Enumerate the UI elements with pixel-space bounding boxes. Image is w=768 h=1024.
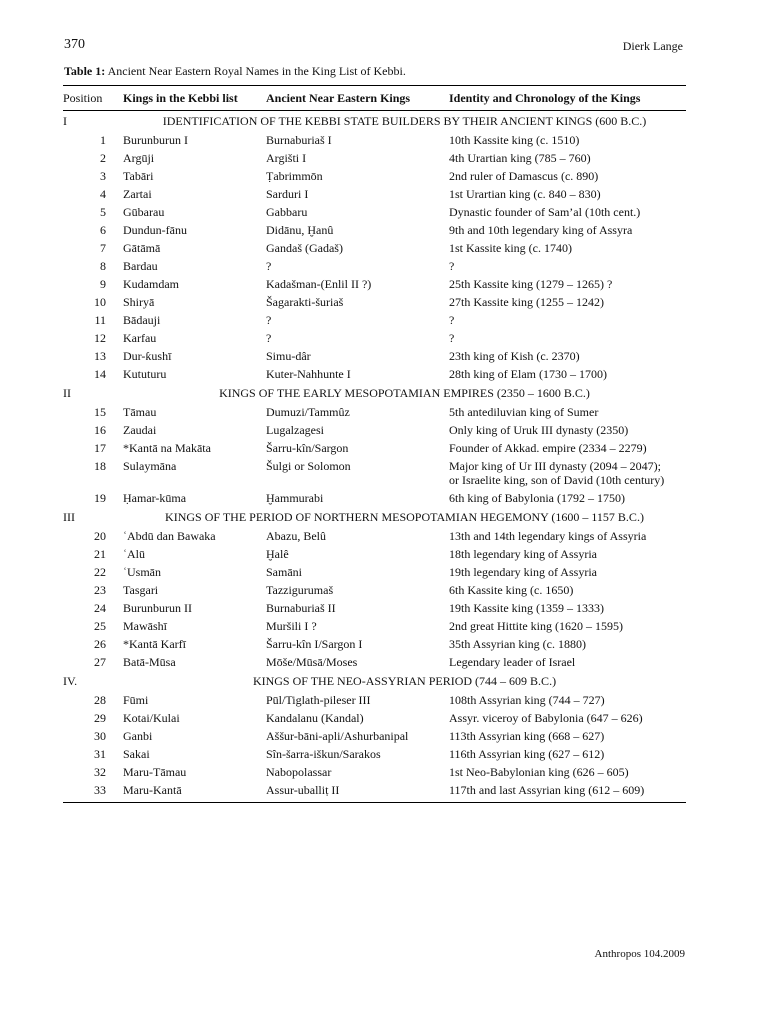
section-numeral: IV. xyxy=(63,674,78,688)
identity-chronology: 10th Kassite king (c. 1510) xyxy=(449,133,580,147)
table-body xyxy=(63,111,686,803)
ane-king-name: Šagarakti-šuriaš xyxy=(266,295,344,309)
section-heading-row xyxy=(63,111,686,132)
position-number: 10 xyxy=(94,295,106,309)
ane-king-name: Ṭabrimmōn xyxy=(266,169,323,183)
identity-chronology: ? xyxy=(449,331,455,345)
kebbi-king-name: Maru-Tāmau xyxy=(123,765,187,779)
ane-king-name: Ḫammurabi xyxy=(266,491,324,505)
kebbi-king-name: Kotai/Kulai xyxy=(123,711,180,725)
identity-chronology: 2nd ruler of Damascus (c. 890) xyxy=(449,169,599,183)
kebbi-king-name: Gātāmā xyxy=(123,241,161,255)
position-number: 3 xyxy=(100,169,106,183)
table-row xyxy=(63,727,686,745)
position-number: 16 xyxy=(94,423,106,437)
section-numeral: III xyxy=(63,510,75,524)
ane-king-name: Šulgi or Solomon xyxy=(266,459,351,473)
col-position: Position xyxy=(63,86,123,111)
identity-chronology: Only king of Uruk III dynasty (2350) xyxy=(449,423,629,437)
kebbi-king-name: Zartai xyxy=(123,187,152,201)
kebbi-king-name: Burunburun II xyxy=(123,601,192,615)
section-title: KINGS OF THE NEO-ASSYRIAN PERIOD (744 – 609 B.C.) xyxy=(252,674,557,688)
kebbi-king-name: Karfau xyxy=(123,331,157,345)
kebbi-king-name: Bardau xyxy=(123,259,158,273)
position-number: 29 xyxy=(94,711,106,725)
table-row xyxy=(63,421,686,439)
running-header-author: Dierk Lange xyxy=(622,39,683,53)
table-row xyxy=(63,403,686,421)
kebbi-king-name: Burunburun I xyxy=(123,133,188,147)
ane-king-name: ? xyxy=(266,259,272,273)
identity-chronology: 108th Assyrian king (744 – 727) xyxy=(449,693,605,707)
section-numeral: I xyxy=(63,114,67,128)
identity-chronology: 27th Kassite king (1255 – 1242) xyxy=(449,295,604,309)
table-row xyxy=(63,617,686,635)
table-row xyxy=(63,763,686,781)
position-number: 11 xyxy=(94,313,106,327)
kebbi-king-name: *Kantā Karfī xyxy=(123,637,186,651)
table-row xyxy=(63,581,686,599)
section-numeral: II xyxy=(63,386,71,400)
kebbi-king-name: Ḥamar-kūma xyxy=(123,491,187,505)
identity-chronology: 116th Assyrian king (627 – 612) xyxy=(449,747,605,761)
identity-line-1: Major king of Ur III dynasty (2094 – 2047); xyxy=(449,459,661,473)
identity-chronology: 18th legendary king of Assyria xyxy=(449,547,597,561)
table-row xyxy=(63,167,686,185)
section-heading-row xyxy=(63,383,686,403)
ane-king-name: Simu-dâr xyxy=(266,349,311,363)
ane-king-name: Gabbaru xyxy=(266,205,308,219)
ane-king-name: Nabopolassar xyxy=(266,765,332,779)
identity-chronology xyxy=(449,457,686,489)
kebbi-king-name: Sakai xyxy=(123,747,150,761)
position-number: 2 xyxy=(100,151,106,165)
identity-chronology: ? xyxy=(449,259,455,273)
identity-chronology: 9th and 10th legendary king of Assyra xyxy=(449,223,633,237)
table-row xyxy=(63,691,686,709)
kebbi-king-name: Mawāshī xyxy=(123,619,167,633)
table-row xyxy=(63,457,686,489)
ane-king-name: Gandaš (Gadaš) xyxy=(266,241,343,255)
position-number: 12 xyxy=(94,331,106,345)
position-number: 26 xyxy=(94,637,106,651)
page-number: 370 xyxy=(64,37,85,52)
position-number: 19 xyxy=(94,491,106,505)
kebbi-king-name: ʿUsmān xyxy=(123,565,161,579)
table-row xyxy=(63,239,686,257)
position-number: 30 xyxy=(94,729,106,743)
section-title: KINGS OF THE EARLY MESOPOTAMIAN EMPIRES (2350 – 1600 B.C.) xyxy=(219,386,590,400)
ane-king-name: ? xyxy=(266,331,272,345)
table-row xyxy=(63,599,686,617)
kebbi-king-name: Sulaymāna xyxy=(123,459,177,473)
identity-chronology: Legendary leader of Israel xyxy=(449,655,576,669)
ane-king-name: Argišti I xyxy=(266,151,307,165)
table-caption-label: Table 1: xyxy=(64,64,106,78)
kebbi-king-name: Fūmi xyxy=(123,693,149,707)
position-number: 8 xyxy=(100,259,106,273)
position-number: 20 xyxy=(94,529,106,543)
ane-king-name: Didānu, Ḫanû xyxy=(266,223,334,237)
kebbi-king-name: Maru-Kantā xyxy=(123,781,266,803)
ane-king-name: Assur-uballiṭ II xyxy=(266,781,449,803)
ane-king-name: Lugalzagesi xyxy=(266,423,324,437)
table-row xyxy=(63,347,686,365)
identity-chronology: 1st Neo-Babylonian king (626 – 605) xyxy=(449,765,629,779)
journal-footer: Anthropos 104.2009 xyxy=(594,948,685,960)
section-heading-row xyxy=(63,671,686,691)
ane-king-name: Sîn-šarra-iškun/Sarakos xyxy=(266,747,381,761)
identity-chronology: 113th Assyrian king (668 – 627) xyxy=(449,729,605,743)
ane-king-name: Ḫalê xyxy=(266,547,289,561)
identity-chronology: 6th king of Babylonia (1792 – 1750) xyxy=(449,491,625,505)
table-row xyxy=(63,635,686,653)
ane-king-name: Pūl/Tiglath-pileser III xyxy=(266,693,371,707)
ane-king-name: Aššur-bāni-apli/Ashurbanipal xyxy=(266,729,409,743)
position-number: 6 xyxy=(100,223,106,237)
position-number: 9 xyxy=(100,277,106,291)
ane-king-name: Kandalanu (Kandal) xyxy=(266,711,364,725)
table-row xyxy=(63,489,686,507)
ane-king-name: Burnaburiaš I xyxy=(266,133,332,147)
identity-chronology: 35th Assyrian king (c. 1880) xyxy=(449,637,586,651)
position-number: 32 xyxy=(94,765,106,779)
ane-king-name: Dumuzi/Tammûz xyxy=(266,405,350,419)
position-number: 24 xyxy=(94,601,106,615)
position-number: 33 xyxy=(63,781,123,803)
ane-king-name: Kuter-Nahhunte I xyxy=(266,367,351,381)
table-header-row xyxy=(63,86,686,111)
table-row xyxy=(63,653,686,671)
identity-chronology: 117th and last Assyrian king (612 – 609) xyxy=(449,781,686,803)
kebbi-king-name: Bādauji xyxy=(123,313,161,327)
identity-chronology: 5th antediluvian king of Sumer xyxy=(449,405,599,419)
position-number: 28 xyxy=(94,693,106,707)
table-row xyxy=(63,203,686,221)
kebbi-king-name: Zaudai xyxy=(123,423,157,437)
position-number: 27 xyxy=(94,655,106,669)
kebbi-king-name: Kututuru xyxy=(123,367,167,381)
table-row xyxy=(63,329,686,347)
kebbi-king-name: Kudamdam xyxy=(123,277,179,291)
table-caption xyxy=(64,64,406,79)
identity-chronology: 1st Kassite king (c. 1740) xyxy=(449,241,572,255)
kebbi-king-name: ʿAlū xyxy=(123,547,145,561)
identity-line-2: or Israelite king, son of David (10th century) xyxy=(449,473,665,487)
identity-chronology: 28th king of Elam (1730 – 1700) xyxy=(449,367,607,381)
position-number: 17 xyxy=(94,441,106,455)
ane-king-name: Kadašman-(Enlil II ?) xyxy=(266,277,372,291)
table-row xyxy=(63,563,686,581)
identity-chronology: 19th Kassite king (1359 – 1333) xyxy=(449,601,604,615)
kebbi-king-name: *Kantā na Makāta xyxy=(123,441,211,455)
ane-king-name: Sarduri I xyxy=(266,187,309,201)
kebbi-king-name: ʿAbdū dan Bawaka xyxy=(123,529,216,543)
table-row xyxy=(63,365,686,383)
ane-king-name: Šarru-kîn/Sargon xyxy=(266,441,349,455)
kebbi-king-name: Gūbarau xyxy=(123,205,165,219)
table-row xyxy=(63,745,686,763)
table-row xyxy=(63,185,686,203)
col-kebbi-kings: Kings in the Kebbi list xyxy=(123,86,266,111)
position-number: 21 xyxy=(94,547,106,561)
identity-chronology: 23th king of Kish (c. 2370) xyxy=(449,349,580,363)
col-identity: Identity and Chronology of the Kings xyxy=(449,86,686,111)
identity-chronology: Assyr. viceroy of Babylonia (647 – 626) xyxy=(449,711,643,725)
ane-king-name: ? xyxy=(266,313,272,327)
position-number: 22 xyxy=(94,565,106,579)
table-row xyxy=(63,131,686,149)
ane-king-name: Mōše/Mūsā/Moses xyxy=(266,655,358,669)
kings-table xyxy=(63,85,686,803)
position-number: 25 xyxy=(94,619,106,633)
table-row xyxy=(63,439,686,457)
position-number: 4 xyxy=(100,187,106,201)
table-row xyxy=(63,293,686,311)
ane-king-name: Muršili I ? xyxy=(266,619,317,633)
ane-king-name: Abazu, Belû xyxy=(266,529,326,543)
table-caption-text: Ancient Near Eastern Royal Names in the King List of Kebbi. xyxy=(107,64,406,78)
position-number: 13 xyxy=(94,349,106,363)
table-row xyxy=(63,527,686,545)
table-row xyxy=(63,221,686,239)
kebbi-king-name: Tāmau xyxy=(123,405,157,419)
table-row xyxy=(63,257,686,275)
table-row xyxy=(63,781,686,803)
identity-chronology: 4th Urartian king (785 – 760) xyxy=(449,151,591,165)
identity-chronology: Founder of Akkad. empire (2334 – 2279) xyxy=(449,441,647,455)
position-number: 18 xyxy=(94,459,106,473)
identity-chronology: ? xyxy=(449,313,455,327)
table-row xyxy=(63,709,686,727)
position-number: 23 xyxy=(94,583,106,597)
kebbi-king-name: Argūji xyxy=(123,151,155,165)
position-number: 31 xyxy=(94,747,106,761)
identity-chronology: 13th and 14th legendary kings of Assyria xyxy=(449,529,647,543)
section-title: KINGS OF THE PERIOD OF NORTHERN MESOPOTAMIAN HEGEMONY (1600 – 1157 B.C.) xyxy=(165,510,644,524)
identity-chronology: 25th Kassite king (1279 – 1265) ? xyxy=(449,277,613,291)
position-number: 5 xyxy=(100,205,106,219)
table-row xyxy=(63,275,686,293)
identity-chronology: 6th Kassite king (c. 1650) xyxy=(449,583,574,597)
table-row xyxy=(63,545,686,563)
position-number: 1 xyxy=(100,133,106,147)
table-row xyxy=(63,149,686,167)
identity-chronology: 19th legendary king of Assyria xyxy=(449,565,597,579)
kebbi-king-name: Dundun-fānu xyxy=(123,223,187,237)
ane-king-name: Burnaburiaš II xyxy=(266,601,336,615)
position-number: 7 xyxy=(100,241,106,255)
col-ane-kings: Ancient Near Eastern Kings xyxy=(266,86,449,111)
position-number: 15 xyxy=(94,405,106,419)
kebbi-king-name: Tasgari xyxy=(123,583,159,597)
ane-king-name: Samāni xyxy=(266,565,302,579)
ane-king-name: Šarru-kîn I/Sargon I xyxy=(266,637,363,651)
ane-king-name: Tazzigurumaš xyxy=(266,583,334,597)
identity-chronology: Dynastic founder of Sam’al (10th cent.) xyxy=(449,205,641,219)
table-row xyxy=(63,311,686,329)
kebbi-king-name: Batā-Mūsa xyxy=(123,655,176,669)
identity-chronology: 1st Urartian king (c. 840 – 830) xyxy=(449,187,601,201)
position-number: 14 xyxy=(94,367,106,381)
section-heading-row xyxy=(63,507,686,527)
section-title: IDENTIFICATION OF THE KEBBI STATE BUILDERS BY THEIR ANCIENT KINGS (600 B.C.) xyxy=(162,114,647,128)
kebbi-king-name: Dur-ƙushī xyxy=(123,349,172,363)
kebbi-king-name: Ganbi xyxy=(123,729,153,743)
kebbi-king-name: Shiryā xyxy=(123,295,155,309)
identity-chronology: 2nd great Hittite king (1620 – 1595) xyxy=(449,619,623,633)
kebbi-king-name: Tabāri xyxy=(123,169,154,183)
